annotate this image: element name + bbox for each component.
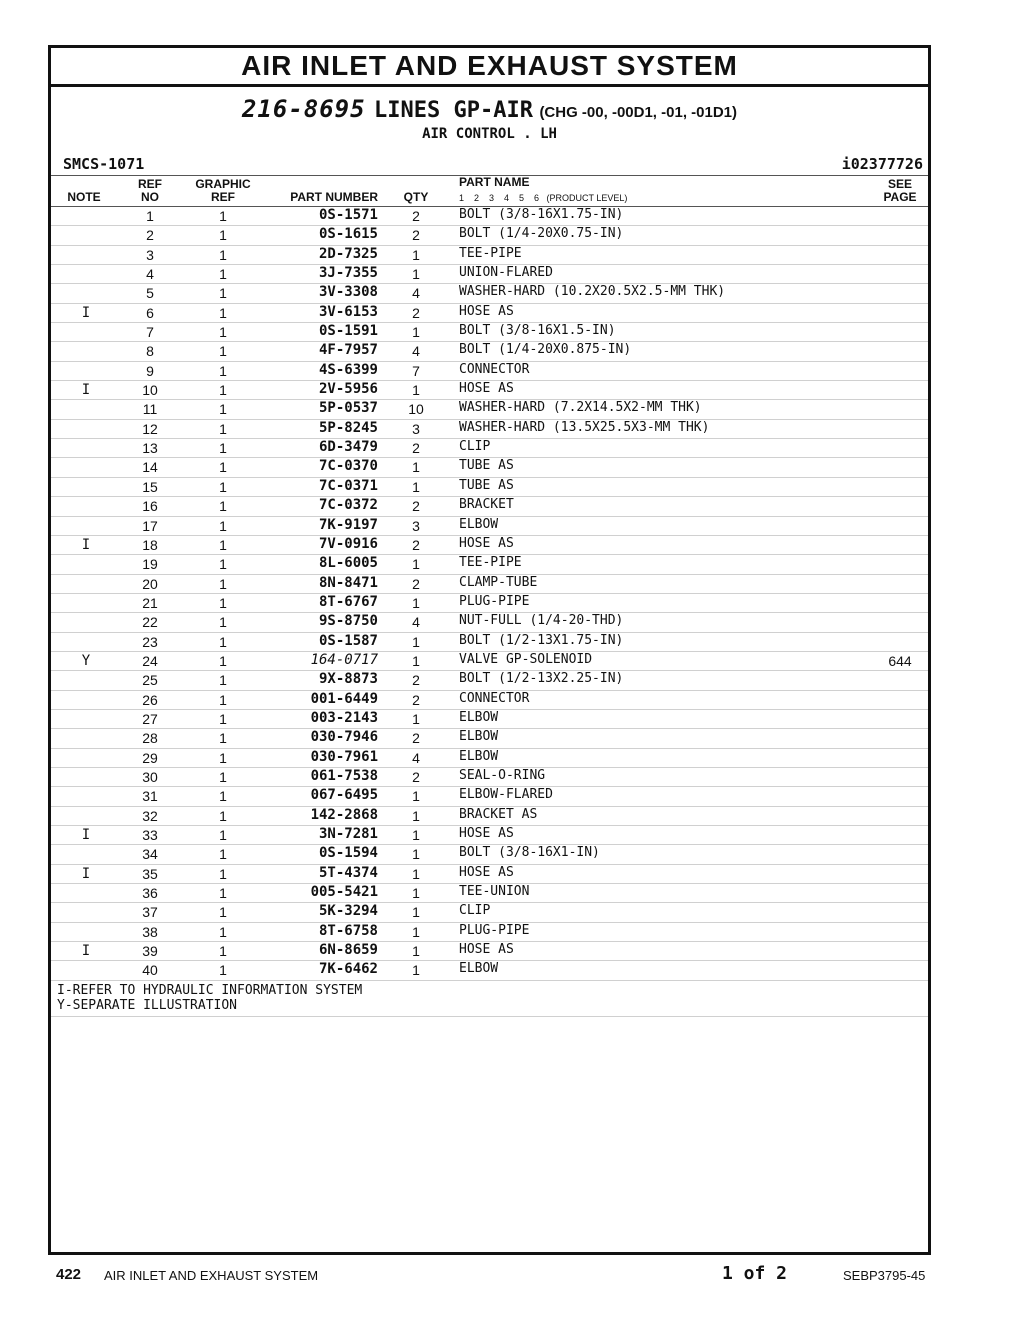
cell-graphic-ref: 1 (219, 691, 227, 708)
cell-note: Y (81, 652, 91, 669)
cell-ref-no: 27 (142, 710, 158, 727)
cell-part-name: TUBE AS (459, 458, 514, 474)
cell-part-number: 7C-0371 (318, 477, 378, 494)
reference-line (51, 153, 928, 175)
cell-part-name: TUBE AS (459, 477, 514, 493)
page-number: 422 (56, 1266, 82, 1283)
cell-qty: 1 (412, 266, 420, 283)
cell-graphic-ref: 1 (219, 556, 227, 573)
cell-part-number: 164-0717 (310, 651, 378, 668)
cell-qty: 1 (412, 478, 420, 495)
cell-graphic-ref: 1 (219, 768, 227, 785)
cell-part-number: 142-2868 (310, 806, 378, 823)
table-row (51, 768, 928, 787)
cell-graphic-ref: 1 (219, 382, 227, 399)
cell-part-name: WASHER-HARD (10.2X20.5X2.5-MM THK) (459, 284, 726, 300)
header-qty: QTY (403, 190, 429, 204)
header-product-level: 1 2 3 4 5 6 (PRODUCT LEVEL) (459, 193, 628, 203)
cell-graphic-ref: 1 (219, 343, 227, 360)
table-row (51, 923, 928, 942)
table-row (51, 284, 928, 303)
cell-note: I (81, 536, 91, 553)
cell-graphic-ref: 1 (219, 459, 227, 476)
table-row (51, 942, 928, 961)
table-row (51, 323, 928, 342)
cell-graphic-ref: 1 (219, 788, 227, 805)
cell-ref-no: 17 (142, 517, 158, 534)
cell-part-number: 061-7538 (310, 767, 378, 784)
cell-ref-no: 39 (142, 943, 158, 960)
cell-ref-no: 21 (142, 594, 158, 611)
cell-ref-no: 30 (142, 768, 158, 785)
note-line: Y-SEPARATE ILLUSTRATION (57, 997, 238, 1013)
group-heading (51, 95, 928, 125)
table-row (51, 458, 928, 477)
cell-ref-no: 24 (142, 652, 158, 669)
cell-qty: 1 (412, 710, 420, 727)
cell-qty: 2 (412, 208, 420, 224)
cell-qty: 1 (412, 827, 420, 843)
cell-part-name: BRACKET (459, 497, 514, 513)
cell-qty: 1 (412, 962, 420, 979)
cell-ref-no: 3 (146, 246, 154, 263)
cell-ref-no: 22 (142, 614, 158, 631)
group-name: LINES GP-AIR (374, 98, 533, 123)
cell-ref-no: 6 (146, 304, 154, 321)
header-ref-line1: REF (138, 177, 162, 191)
cell-part-name: BOLT (1/2-13X2.25-IN) (459, 671, 624, 687)
cell-part-number: 5P-8245 (318, 419, 378, 436)
cell-part-number: 3V-3308 (318, 284, 378, 301)
table-row (51, 381, 928, 400)
cell-qty: 1 (412, 904, 420, 921)
cell-part-name: CONNECTOR (459, 690, 530, 706)
table-row (51, 749, 928, 768)
cell-part-number: 6N-8659 (318, 942, 378, 959)
table-row (51, 226, 928, 245)
cell-qty: 1 (412, 382, 420, 399)
cell-part-number: 003-2143 (310, 709, 378, 726)
table-header (51, 175, 928, 207)
cell-graphic-ref: 1 (219, 672, 227, 689)
cell-ref-no: 36 (142, 885, 158, 902)
cell-ref-no: 28 (142, 730, 158, 747)
header-part-number: PART NUMBER (290, 190, 378, 204)
cell-ref-no: 40 (142, 962, 158, 979)
cell-graphic-ref: 1 (219, 478, 227, 495)
cell-part-name: BOLT (1/4-20X0.875-IN) (459, 342, 632, 358)
table-row (51, 865, 928, 884)
cell-part-name: ELBOW (459, 709, 499, 725)
cell-ref-no: 23 (142, 633, 158, 650)
header-graphic-line2: REF (211, 190, 235, 204)
cell-ref-no: 1 (146, 208, 154, 224)
cell-part-name: BOLT (1/2-13X1.75-IN) (459, 632, 624, 648)
cell-part-number: 7V-0916 (318, 535, 378, 552)
cell-qty: 1 (412, 633, 420, 650)
cell-part-number: 030-7946 (310, 729, 378, 746)
cell-qty: 2 (412, 730, 420, 747)
cell-graphic-ref: 1 (219, 865, 227, 882)
cell-part-name: UNION-FLARED (459, 265, 553, 281)
cell-part-number: 0S-1591 (318, 323, 378, 340)
cell-ref-no: 15 (142, 478, 158, 495)
cell-part-name: WASHER-HARD (7.2X14.5X2-MM THK) (459, 400, 702, 416)
table-row (51, 420, 928, 439)
cell-graphic-ref: 1 (219, 614, 227, 631)
cell-graphic-ref: 1 (219, 266, 227, 283)
cell-part-name: HOSE AS (459, 826, 514, 841)
cell-part-name: ELBOW (459, 516, 499, 532)
table-row (51, 246, 928, 265)
cell-note: I (81, 827, 91, 843)
cell-part-name: CLAMP-TUBE (459, 574, 538, 590)
cell-ref-no: 4 (146, 266, 154, 283)
cell-part-name: BOLT (3/8-16X1.75-IN) (459, 207, 624, 222)
cell-qty: 1 (412, 556, 420, 573)
header-see-line1: SEE (887, 177, 912, 191)
cell-graphic-ref: 1 (219, 962, 227, 979)
cell-part-number: 7C-0372 (318, 497, 378, 514)
cell-qty: 4 (412, 614, 420, 631)
cell-ref-no: 31 (142, 788, 158, 805)
cell-part-name: HOSE AS (459, 942, 514, 958)
cell-qty: 2 (412, 672, 420, 689)
cell-part-name: BOLT (1/4-20X0.75-IN) (459, 226, 624, 242)
cell-part-name: HOSE AS (459, 535, 514, 551)
cell-ref-no: 33 (142, 827, 158, 843)
cell-graphic-ref: 1 (219, 923, 227, 940)
cell-qty: 2 (412, 227, 420, 244)
cell-part-name: TEE-PIPE (459, 555, 522, 571)
cell-graphic-ref: 1 (219, 594, 227, 611)
cell-graphic-ref: 1 (219, 652, 227, 669)
cell-note: I (81, 865, 91, 882)
cell-part-number: 067-6495 (310, 787, 378, 804)
cell-part-name: BRACKET AS (459, 806, 538, 822)
cell-graphic-ref: 1 (219, 324, 227, 341)
group-number: 216-8695 (241, 95, 366, 123)
cell-ref-no: 26 (142, 691, 158, 708)
cell-part-number: 005-5421 (310, 884, 378, 901)
cell-part-number: 001-6449 (310, 690, 378, 707)
cell-graphic-ref: 1 (219, 536, 227, 553)
cell-graphic-ref: 1 (219, 401, 227, 418)
table-row (51, 652, 928, 671)
note-line: I-REFER TO HYDRAULIC INFORMATION SYSTEM (57, 982, 363, 998)
cell-qty: 10 (408, 401, 424, 418)
cell-qty: 1 (412, 324, 420, 341)
table-row (51, 207, 928, 226)
cell-ref-no: 10 (142, 382, 158, 399)
cell-graphic-ref: 1 (219, 633, 227, 650)
cell-part-name: BOLT (3/8-16X1-IN) (459, 845, 600, 861)
table-row (51, 439, 928, 458)
publication-number: SEBP3795-45 (843, 1268, 926, 1283)
cell-part-name: ELBOW (459, 961, 499, 977)
cell-ref-no: 13 (142, 440, 158, 457)
table-row (51, 884, 928, 903)
cell-graphic-ref: 1 (219, 749, 227, 766)
cell-ref-no: 14 (142, 459, 158, 476)
cell-ref-no: 9 (146, 362, 154, 379)
cell-see-page: 644 (888, 652, 912, 669)
cell-part-number: 6D-3479 (318, 439, 378, 456)
cell-ref-no: 32 (142, 807, 158, 824)
cell-graphic-ref: 1 (219, 246, 227, 263)
cell-graphic-ref: 1 (219, 517, 227, 534)
cell-qty: 4 (412, 285, 420, 302)
cell-ref-no: 2 (146, 227, 154, 244)
cell-graphic-ref: 1 (219, 943, 227, 960)
parts-table-body (51, 207, 928, 981)
cell-part-number: 3V-6153 (318, 303, 378, 320)
cell-part-name: VALVE GP-SOLENOID (459, 651, 593, 667)
cell-qty: 1 (412, 246, 420, 263)
cell-ref-no: 11 (142, 401, 158, 418)
smcs-code: SMCS-1071 (63, 155, 145, 173)
cell-part-name: CLIP (459, 439, 491, 455)
table-row (51, 497, 928, 516)
cell-graphic-ref: 1 (219, 807, 227, 824)
table-row (51, 826, 928, 845)
cell-part-name: PLUG-PIPE (459, 593, 530, 609)
cell-qty: 1 (412, 652, 420, 669)
cell-qty: 1 (412, 788, 420, 805)
cell-graphic-ref: 1 (219, 730, 227, 747)
cell-part-number: 7K-6462 (318, 961, 378, 978)
cell-qty: 4 (412, 749, 420, 766)
cell-ref-no: 7 (146, 324, 154, 341)
cell-qty: 2 (412, 575, 420, 592)
table-row (51, 787, 928, 806)
cell-ref-no: 35 (142, 865, 158, 882)
cell-graphic-ref: 1 (219, 440, 227, 457)
section-title: AIR INLET AND EXHAUST SYSTEM (51, 48, 928, 87)
header-see-line2: PAGE (883, 190, 917, 204)
cell-qty: 3 (412, 420, 420, 437)
cell-part-name: WASHER-HARD (13.5X25.5X3-MM THK) (459, 419, 710, 435)
header-ref-line2: NO (141, 190, 159, 204)
cell-ref-no: 29 (142, 749, 158, 766)
cell-qty: 1 (412, 846, 420, 863)
cell-qty: 1 (412, 943, 420, 960)
cell-graphic-ref: 1 (219, 208, 227, 224)
table-row (51, 845, 928, 864)
cell-ref-no: 38 (142, 923, 158, 940)
table-row (51, 594, 928, 613)
cell-graphic-ref: 1 (219, 420, 227, 437)
cell-qty: 2 (412, 768, 420, 785)
cell-note: I (81, 304, 91, 321)
cell-part-number: 8T-6767 (318, 593, 378, 610)
cell-note: I (81, 943, 91, 960)
cell-graphic-ref: 1 (219, 710, 227, 727)
table-row (51, 613, 928, 632)
cell-qty: 1 (412, 885, 420, 902)
table-row (51, 961, 928, 980)
cell-part-number: 0S-1571 (318, 207, 378, 223)
cell-ref-no: 19 (142, 556, 158, 573)
cell-part-number: 030-7961 (310, 748, 378, 765)
cell-part-number: 5P-0537 (318, 400, 378, 417)
table-row (51, 903, 928, 922)
cell-ref-no: 5 (146, 285, 154, 302)
cell-part-name: PLUG-PIPE (459, 922, 530, 938)
cell-part-number: 8T-6758 (318, 922, 378, 939)
cell-part-name: ELBOW (459, 729, 499, 745)
header-graphic-line1: GRAPHIC (195, 177, 251, 191)
cell-ref-no: 34 (142, 846, 158, 863)
cell-graphic-ref: 1 (219, 227, 227, 244)
table-row (51, 671, 928, 690)
cell-qty: 2 (412, 440, 420, 457)
cell-part-name: NUT-FULL (1/4-20-THD) (459, 613, 624, 629)
cell-part-number: 5K-3294 (318, 903, 378, 920)
cell-part-name: CLIP (459, 903, 491, 919)
cell-part-number: 3N-7281 (318, 826, 378, 842)
cell-qty: 2 (412, 304, 420, 321)
page-of: 1 of 2 (722, 1263, 788, 1284)
cell-ref-no: 16 (142, 498, 158, 515)
cell-part-number: 7K-9197 (318, 516, 378, 533)
table-row (51, 342, 928, 361)
page-footer (0, 1265, 1020, 1289)
cell-note: I (81, 382, 91, 399)
cell-qty: 7 (412, 362, 420, 379)
table-row (51, 536, 928, 555)
cell-part-name: SEAL-O-RING (459, 767, 546, 783)
cell-qty: 1 (412, 807, 420, 824)
cell-graphic-ref: 1 (219, 827, 227, 843)
cell-part-number: 9S-8750 (318, 613, 378, 630)
cell-graphic-ref: 1 (219, 904, 227, 921)
cell-part-number: 0S-1594 (318, 845, 378, 862)
header-part-name: PART NAME (459, 175, 530, 189)
cell-part-number: 2V-5956 (318, 381, 378, 398)
cell-graphic-ref: 1 (219, 846, 227, 863)
cell-graphic-ref: 1 (219, 498, 227, 515)
cell-qty: 2 (412, 536, 420, 553)
cell-ref-no: 25 (142, 672, 158, 689)
table-row (51, 691, 928, 710)
table-row (51, 400, 928, 419)
cell-part-number: 9X-8873 (318, 671, 378, 688)
cell-qty: 1 (412, 923, 420, 940)
cell-part-name: HOSE AS (459, 303, 514, 319)
cell-part-number: 8L-6005 (318, 555, 378, 572)
cell-part-name: ELBOW-FLARED (459, 787, 553, 803)
cell-part-name: TEE-UNION (459, 884, 530, 900)
cell-qty: 2 (412, 691, 420, 708)
cell-part-name: CONNECTOR (459, 361, 530, 377)
cell-qty: 1 (412, 865, 420, 882)
illustration-id: i02377726 (841, 155, 923, 173)
table-row (51, 517, 928, 536)
table-row (51, 807, 928, 826)
cell-ref-no: 8 (146, 343, 154, 360)
cell-qty: 1 (412, 594, 420, 611)
cell-graphic-ref: 1 (219, 575, 227, 592)
cell-part-number: 0S-1615 (318, 226, 378, 243)
cell-qty: 2 (412, 498, 420, 515)
footer-section: AIR INLET AND EXHAUST SYSTEM (104, 1268, 319, 1283)
cell-part-number: 0S-1587 (318, 632, 378, 649)
table-row (51, 575, 928, 594)
cell-part-name: ELBOW (459, 748, 499, 764)
cell-ref-no: 18 (142, 536, 158, 553)
table-row (51, 362, 928, 381)
header-note: NOTE (67, 190, 101, 204)
cell-graphic-ref: 1 (219, 362, 227, 379)
table-row (51, 555, 928, 574)
cell-part-name: HOSE AS (459, 381, 514, 397)
cell-ref-no: 20 (142, 575, 158, 592)
cell-part-number: 4S-6399 (318, 361, 378, 378)
table-row (51, 304, 928, 323)
cell-graphic-ref: 1 (219, 885, 227, 902)
group-change-levels: (CHG -00, -00D1, -01, -01D1) (539, 104, 738, 121)
cell-part-number: 5T-4374 (318, 864, 378, 881)
cell-qty: 3 (412, 517, 420, 534)
table-row (51, 478, 928, 497)
cell-part-number: 2D-7325 (318, 245, 378, 262)
group-subtitle: AIR CONTROL . LH (422, 126, 557, 142)
cell-qty: 1 (412, 459, 420, 476)
cell-part-number: 8N-8471 (318, 574, 378, 591)
cell-qty: 4 (412, 343, 420, 360)
cell-part-name: HOSE AS (459, 864, 514, 880)
table-row (51, 265, 928, 284)
cell-ref-no: 12 (142, 420, 158, 437)
table-row (51, 729, 928, 748)
cell-part-number: 7C-0370 (318, 458, 378, 475)
cell-part-number: 3J-7355 (318, 265, 378, 282)
cell-part-name: TEE-PIPE (459, 245, 522, 261)
notes-block (51, 981, 928, 1017)
cell-part-number: 4F-7957 (318, 342, 378, 359)
parts-list-frame (48, 45, 931, 1255)
cell-graphic-ref: 1 (219, 304, 227, 321)
table-row (51, 633, 928, 652)
cell-graphic-ref: 1 (219, 285, 227, 302)
cell-part-name: BOLT (3/8-16X1.5-IN) (459, 323, 616, 339)
cell-ref-no: 37 (142, 904, 158, 921)
table-row (51, 710, 928, 729)
